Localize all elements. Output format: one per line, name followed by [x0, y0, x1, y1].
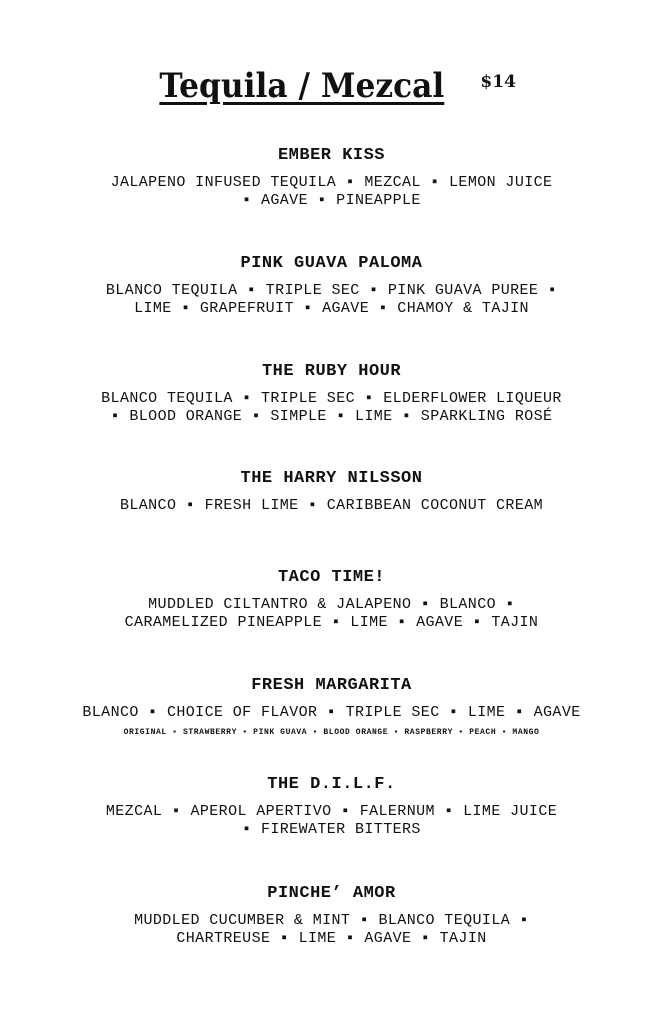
drink-name: THE HARRY NILSSON	[240, 469, 423, 488]
drink-flavor-options: ORIGINAL ▪ STRAWBERRY ▪ PINK GUAVA ▪ BLOOD ORANGE ▪ RASPBERRY ▪ PEACH ▪ MANGO	[123, 728, 540, 737]
drink-pinche-amor	[0, 884, 663, 948]
drink-name: THE D.I.L.F.	[267, 775, 396, 794]
drink-name: THE RUBY HOUR	[261, 362, 402, 381]
drink-the-ruby-hour	[0, 362, 663, 426]
drink-fresh-margarita	[0, 676, 663, 738]
menu-header	[0, 66, 663, 118]
drink-ingredients: BLANCO TEQUILA ▪ TRIPLE SEC ▪ PINK GUAVA PUREE ▪ LIME ▪ GRAPEFRUIT ▪ AGAVE ▪ CHAMOY & TAJIN	[105, 282, 558, 317]
drink-ingredients: BLANCO TEQUILA ▪ TRIPLE SEC ▪ ELDERFLOWER LIQUEUR ▪ BLOOD ORANGE ▪ SIMPLE ▪ LIME ▪ SPARKLING ROSÉ	[101, 390, 562, 425]
drink-ingredients: MUDDLED CILTANTRO & JALAPENO ▪ BLANCO ▪ CARAMELIZED PINEAPPLE ▪ LIME ▪ AGAVE ▪ TAJIN	[124, 596, 539, 631]
drink-ember-kiss	[0, 146, 663, 210]
drink-taco-time	[0, 568, 663, 632]
menu-price: $14	[480, 72, 516, 92]
drink-ingredients: MEZCAL ▪ APEROL APERTIVO ▪ FALERNUM ▪ LIME JUICE ▪ FIREWATER BITTERS	[105, 803, 558, 838]
drink-the-dilf	[0, 775, 663, 839]
drink-ingredients: BLANCO ▪ FRESH LIME ▪ CARIBBEAN COCONUT CREAM	[119, 497, 544, 514]
drink-pink-guava-paloma	[0, 254, 663, 318]
drink-ingredients: JALAPENO INFUSED TEQUILA ▪ MEZCAL ▪ LEMON JUICE ▪ AGAVE ▪ PINEAPPLE	[110, 174, 553, 209]
drink-ingredients: MUDDLED CUCUMBER & MINT ▪ BLANCO TEQUILA ▪ CHARTREUSE ▪ LIME ▪ AGAVE ▪ TAJIN	[134, 912, 529, 947]
drink-name: TACO TIME!	[277, 568, 386, 587]
drink-name: PINCHE’ AMOR	[267, 884, 396, 903]
drink-ingredients: BLANCO ▪ CHOICE OF FLAVOR ▪ TRIPLE SEC ▪ LIME ▪ AGAVE	[82, 704, 581, 721]
drink-name: FRESH MARGARITA	[251, 676, 412, 695]
drink-the-harry-nilsson	[0, 469, 663, 515]
drink-name: PINK GUAVA PALOMA	[240, 254, 423, 273]
menu-title: Tequila / Mezcal	[159, 66, 445, 106]
drink-name: EMBER KISS	[277, 146, 386, 165]
